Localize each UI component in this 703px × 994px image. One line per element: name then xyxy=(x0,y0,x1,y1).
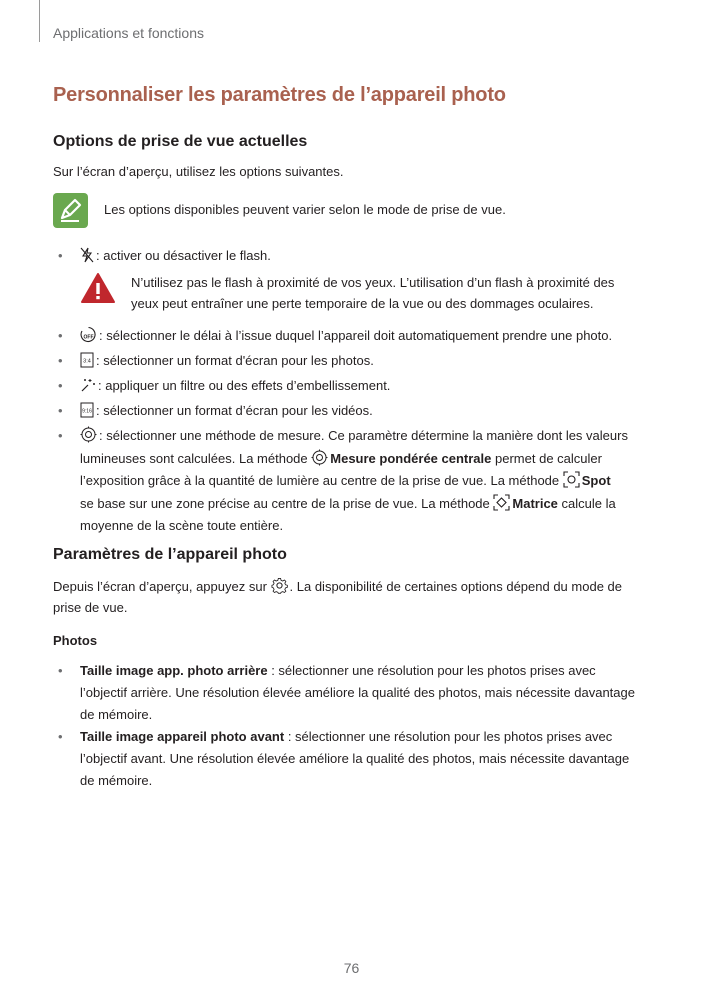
filter-icon xyxy=(80,377,96,393)
filter-text: : appliquer un filtre ou des effets d’embellissement. xyxy=(98,378,391,393)
section-header: Applications et fonctions xyxy=(53,25,204,41)
flash-warning-line1: N’utilisez pas le flash à proximité de vos yeux. L’utilisation d’un flash à proximité des xyxy=(131,275,615,290)
rear-size-l2: l’objectif arrière. Une résolution élevée améliore la qualité des photos, mais nécessite davantage xyxy=(80,685,635,700)
flash-off-icon xyxy=(80,247,94,263)
front-size-l2: l’objectif avant. Une résolution élevée améliore la qualité des photos, mais nécessite davantage xyxy=(80,751,630,766)
metering-line1: : sélectionner une méthode de mesure. Ce paramètre détermine la manière dont les valeurs xyxy=(99,428,628,443)
metering-line4a: se base sur une zone précise au centre de la prise de vue. La méthode xyxy=(80,495,490,511)
flash-text: : activer ou désactiver le flash. xyxy=(96,248,271,263)
matrix-label: Matrice xyxy=(512,495,558,511)
section2-intro-c: prise de vue. xyxy=(53,600,128,615)
spot-icon xyxy=(563,471,580,488)
corner-line xyxy=(39,0,40,42)
timer-text: : sélectionner le délai à l’issue duquel l’appareil doit automatiquement prendre une photo. xyxy=(99,328,613,343)
flash-warning xyxy=(131,272,641,314)
front-size-l1: : sélectionner une résolution pour les photos prises avec xyxy=(284,729,613,744)
section2-intro xyxy=(53,576,653,618)
front-size-label: Taille image appareil photo avant xyxy=(80,729,285,744)
section1-intro: Sur l’écran d’aperçu, utilisez les options suivantes. xyxy=(53,164,344,179)
center-weighted-label: Mesure pondérée centrale xyxy=(330,450,492,466)
note-icon xyxy=(53,193,88,228)
page-title: Personnaliser les paramètres de l’appareil photo xyxy=(53,84,506,106)
ratio-9-16-label: 9:16 xyxy=(82,408,92,415)
section1-heading: Options de prise de vue actuelles xyxy=(53,133,308,150)
photos-subheading: Photos xyxy=(53,633,98,648)
metering-line2a: lumineuses sont calculées. La méthode xyxy=(80,450,308,466)
ratio-3-4-icon xyxy=(80,352,94,368)
metering-line5: moyenne de la scène toute entière. xyxy=(80,518,284,533)
settings-gear-icon xyxy=(271,577,288,594)
flash-warning-line2: yeux peut entraîner une perte temporaire de la vue ou des dommages oculaires. xyxy=(131,296,594,311)
matrix-icon xyxy=(493,494,510,511)
page-number: 76 xyxy=(343,960,360,976)
timer-off-icon xyxy=(80,326,97,343)
spot-label: Spot xyxy=(581,473,611,488)
rear-size-label: Taille image app. photo arrière xyxy=(80,663,268,678)
warning-icon xyxy=(80,272,116,304)
rear-size-l1: : sélectionner une résolution pour les photos prises avec xyxy=(267,663,596,678)
timer-off-label: OFF xyxy=(83,334,94,341)
note-text: Les options disponibles peuvent varier selon le mode de prise de vue. xyxy=(104,202,506,217)
section2-intro-a: Depuis l’écran d’aperçu, appuyez sur xyxy=(53,579,267,594)
section2-heading: Paramètres de l’appareil photo xyxy=(53,546,287,563)
rear-size-l3: de mémoire. xyxy=(80,707,153,722)
center-weighted-icon xyxy=(311,449,328,466)
metering-line4b: calcule la xyxy=(561,495,616,511)
metering-icon xyxy=(80,426,97,443)
metering-line3a: l’exposition grâce à la quantité de lumière au centre de la prise de vue. La méthode xyxy=(80,473,560,488)
video-ratio-text: : sélectionner un format d’écran pour les vidéos. xyxy=(96,403,373,418)
ratio-3-4-label: 3:4 xyxy=(83,358,91,365)
metering-line2b: permet de calculer xyxy=(495,450,602,466)
ratio-text: : sélectionner un format d'écran pour les photos. xyxy=(96,353,374,368)
ratio-9-16-icon xyxy=(80,402,94,418)
section2-intro-b: . La disponibilité de certaines options dépend du mode de xyxy=(289,579,622,594)
front-size-l3: de mémoire. xyxy=(80,773,153,788)
